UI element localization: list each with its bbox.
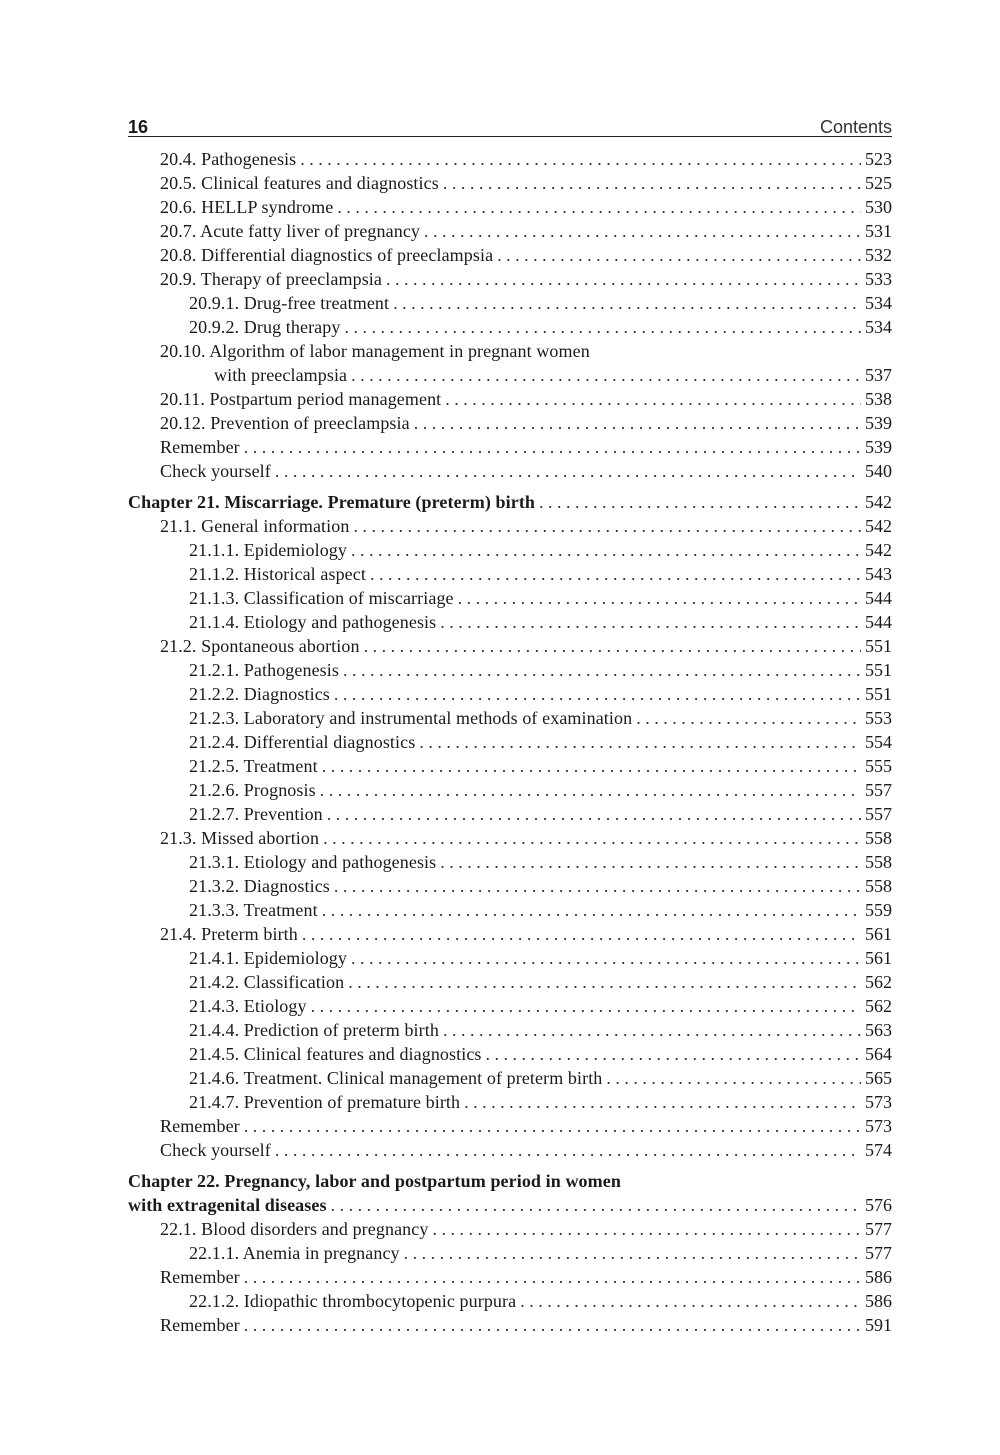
dot-leader [302,922,861,946]
toc-entry-page: 562 [865,996,892,1016]
dot-leader [419,730,861,754]
running-title: Contents [819,117,892,137]
toc-entry-title: 21.1. General information [160,516,350,536]
toc-entry-page: 565 [865,1068,892,1088]
dot-leader [344,315,861,339]
toc-entry[interactable] [128,874,892,898]
toc-entry-title: 20.9. Therapy of preeclampsia [160,269,382,289]
dot-leader [458,586,861,610]
dot-leader [244,1265,861,1289]
toc-entry[interactable] [128,1018,892,1042]
dot-leader [327,802,861,826]
toc-entry-page: 558 [865,828,892,848]
toc-entry-page: 551 [865,684,892,704]
dot-leader [323,826,861,850]
dot-leader [343,658,861,682]
toc-entry-title: 20.9.1. Drug-free treatment [189,293,390,313]
toc-entry-title: 21.1.4. Etiology and pathogenesis [189,612,437,632]
toc-entry[interactable] [128,634,892,658]
dot-leader [404,1241,861,1265]
toc-entry-page: 523 [865,149,892,169]
toc-entry-title: 21.1.3. Classification of miscarriage [189,588,454,608]
dot-leader [445,387,861,411]
toc-entry-page: 534 [865,317,892,337]
toc-entry-page: 557 [865,780,892,800]
toc-entry-title: 20.9.2. Drug therapy [189,317,341,337]
toc-chapter-entry[interactable] [128,490,892,514]
dot-leader [311,994,861,1018]
toc-entry[interactable] [128,1042,892,1066]
toc-entry-page: 542 [865,540,892,560]
toc-entry[interactable] [128,778,892,802]
dot-leader [244,1313,861,1337]
toc-entry-title: 21.2.4. Differential diagnostics [189,732,416,752]
toc-entry[interactable] [128,1138,892,1162]
toc-entry[interactable] [128,315,892,339]
toc-entry-title: 21.2. Spontaneous abortion [160,636,360,656]
toc-entry-page: 544 [865,588,892,608]
toc-entry-page: 553 [865,708,892,728]
toc-entry[interactable] [128,922,892,946]
dot-leader [275,459,861,483]
toc-entry[interactable] [128,291,892,315]
toc-entry-title: 21.3.2. Diagnostics [189,876,330,896]
toc-entry[interactable] [128,1217,892,1241]
toc-entry-page: 563 [865,1020,892,1040]
toc-entry-title: 21.1.2. Historical aspect [189,564,366,584]
toc-entry-page: 531 [865,221,892,241]
toc-entry-title: 21.2.2. Diagnostics [189,684,330,704]
dot-leader [443,1018,861,1042]
toc-entry[interactable] [128,1313,892,1337]
toc-entry-page: 540 [865,461,892,481]
toc-entry-title: 20.11. Postpartum period management [160,389,442,409]
toc-entry-title: Chapter 22. Pregnancy, labor and postpartum period in women [128,1171,621,1191]
toc-entry-page: 591 [865,1315,892,1335]
toc-entry-continuation[interactable] [128,363,892,387]
toc-entry[interactable] [128,970,892,994]
toc-entry-page: 577 [865,1243,892,1263]
dot-leader [370,562,861,586]
dot-leader [606,1066,861,1090]
toc-entry-page: 530 [865,197,892,217]
dot-leader [351,363,861,387]
toc-entry-page: 542 [865,492,892,512]
toc-entry-page: 558 [865,876,892,896]
toc-entry[interactable] [128,898,892,922]
toc-entry-title: Check yourself [160,1140,271,1160]
toc-entry-title: 21.2.3. Laboratory and instrumental methods of examination [189,708,633,728]
toc-entry-page: 539 [865,413,892,433]
toc-entry[interactable] [128,435,892,459]
dot-leader [334,874,861,898]
toc-entry-title: Remember [160,1116,240,1136]
dot-leader [432,1217,861,1241]
toc-entry[interactable] [128,730,892,754]
toc-entry[interactable] [128,387,892,411]
toc-entry-title: 20.7. Acute fatty liver of pregnancy [160,221,421,241]
toc-entry-title: 20.5. Clinical features and diagnostics [160,173,439,193]
toc-entry[interactable] [128,586,892,610]
toc-entry-title: 22.1. Blood disorders and pregnancy [160,1219,429,1239]
toc-entry[interactable] [128,1169,892,1193]
toc-entry-title: 21.3.3. Treatment [189,900,318,920]
dot-leader [353,514,861,538]
running-header [128,110,892,137]
toc-entry[interactable] [128,1289,892,1313]
toc-entry-page: 564 [865,1044,892,1064]
toc-entry[interactable] [128,195,892,219]
dot-leader [440,850,861,874]
dot-leader [520,1289,861,1313]
dot-leader [331,1193,861,1217]
toc-entry-title: 21.4.6. Treatment. Clinical management of preterm birth [189,1068,603,1088]
dot-leader [393,291,861,315]
toc-entry[interactable] [128,562,892,586]
dot-leader [443,171,861,195]
toc-entry-title: 22.1.2. Idiopathic thrombocytopenic purpura [189,1291,517,1311]
toc-entry-page: 576 [865,1195,892,1215]
dot-leader [539,490,861,514]
toc-entry-page: 574 [865,1140,892,1160]
toc-entry[interactable] [128,1241,892,1265]
toc-entry-title: 21.2.6. Prognosis [189,780,316,800]
dot-leader [636,706,861,730]
toc-entry-page: 573 [865,1092,892,1112]
toc-entry-page: 525 [865,173,892,193]
toc-entry[interactable] [128,243,892,267]
toc-entry-page: 534 [865,293,892,313]
dot-leader [497,243,861,267]
toc-entry-page: 586 [865,1291,892,1311]
toc-entry-page: 573 [865,1116,892,1136]
toc-entry-page: 586 [865,1267,892,1287]
toc-entry-title: 20.12. Prevention of preeclampsia [160,413,410,433]
toc-entry[interactable] [128,850,892,874]
toc-page [128,110,892,1337]
toc-entry[interactable] [128,171,892,195]
toc-entry[interactable] [128,339,892,363]
toc-entry[interactable] [128,994,892,1018]
toc-entry-title: Chapter 21. Miscarriage. Premature (preterm) birth [128,492,536,512]
dot-leader [334,682,861,706]
toc-entry-title: 20.6. HELLP syndrome [160,197,334,217]
toc-entry-page: 533 [865,269,892,289]
toc-entry[interactable] [128,946,892,970]
toc-entry-page: 532 [865,245,892,265]
dot-leader [348,970,861,994]
dot-leader [386,267,861,291]
dot-leader [322,898,861,922]
toc-entry-page: 542 [865,516,892,536]
toc-entry[interactable] [128,267,892,291]
toc-entry-title: 21.4.2. Classification [189,972,345,992]
toc-entry[interactable] [128,411,892,435]
toc-entry[interactable] [128,459,892,483]
toc-entry-page: 577 [865,1219,892,1239]
toc-entry-title: Check yourself [160,461,271,481]
toc-entry-page: 561 [865,948,892,968]
dot-leader [364,634,861,658]
toc-entry-title: Remember [160,1267,240,1287]
toc-entry-page: 561 [865,924,892,944]
toc-entry[interactable] [128,826,892,850]
toc-entry-title-continued: with extragenital diseases [128,1195,327,1215]
toc-entry-title: 21.4.5. Clinical features and diagnostics [189,1044,482,1064]
toc-entry[interactable] [128,538,892,562]
toc-entry-page: 562 [865,972,892,992]
toc-entry[interactable] [128,802,892,826]
toc-entry-title: 21.1.1. Epidemiology [189,540,347,560]
dot-leader [486,1042,861,1066]
toc-entry-title: 21.2.5. Treatment [189,756,318,776]
toc-entry-page: 544 [865,612,892,632]
dot-leader [320,778,861,802]
dot-leader [414,411,861,435]
toc-entry-page: 538 [865,389,892,409]
toc-entry-page: 554 [865,732,892,752]
toc-entry-page: 559 [865,900,892,920]
toc-entry-title-continued: with preeclampsia [214,365,348,385]
toc-entry[interactable] [128,682,892,706]
dot-leader [275,1138,861,1162]
dot-leader [464,1090,861,1114]
toc-entry-title: 22.1.1. Anemia in pregnancy [189,1243,400,1263]
dot-leader [322,754,861,778]
toc-entry-title: 20.10. Algorithm of labor management in pregnant women [160,341,590,361]
toc-entry-title: 20.4. Pathogenesis [160,149,297,169]
toc-entry[interactable] [128,1090,892,1114]
toc-entry[interactable] [128,610,892,634]
toc-entry[interactable] [128,147,892,171]
toc-entry-title: 21.4.1. Epidemiology [189,948,347,968]
toc-entry-page: 539 [865,437,892,457]
toc-entry-title: 20.8. Differential diagnostics of preeclampsia [160,245,494,265]
toc-entry[interactable] [128,219,892,243]
toc-entry[interactable] [128,706,892,730]
toc-entry-title: 21.2.1. Pathogenesis [189,660,339,680]
toc-entry-title: 21.4.4. Prediction of preterm birth [189,1020,439,1040]
toc-entry-title: 21.4. Preterm birth [160,924,298,944]
toc-entry-page: 537 [865,365,892,385]
dot-leader [244,435,861,459]
toc-entry-page: 543 [865,564,892,584]
dot-leader [337,195,861,219]
toc-entry[interactable] [128,1114,892,1138]
toc-entry-title: Remember [160,437,240,457]
toc-entry-page: 558 [865,852,892,872]
dot-leader [440,610,861,634]
toc-entry-page: 557 [865,804,892,824]
toc-entry[interactable] [128,514,892,538]
toc-entry-title: 21.4.3. Etiology [189,996,307,1016]
toc-entry-page: 551 [865,660,892,680]
toc-entry-title: 21.4.7. Prevention of premature birth [189,1092,461,1112]
dot-leader [300,147,861,171]
toc-entry-page: 555 [865,756,892,776]
toc-entry[interactable] [128,754,892,778]
toc-entry[interactable] [128,1066,892,1090]
dot-leader [244,1114,861,1138]
page-number: 16 [128,117,149,137]
toc-entry-page: 551 [865,636,892,656]
toc-entry-title: 21.3. Missed abortion [160,828,320,848]
toc-entry-title: 21.3.1. Etiology and pathogenesis [189,852,437,872]
dot-leader [351,538,861,562]
table-of-contents [128,147,892,1337]
toc-entry-title: 21.2.7. Prevention [189,804,323,824]
dot-leader [424,219,861,243]
toc-entry-title: Remember [160,1315,240,1335]
toc-entry[interactable] [128,1265,892,1289]
toc-entry-continuation[interactable] [128,1193,892,1217]
toc-entry[interactable] [128,658,892,682]
dot-leader [351,946,861,970]
